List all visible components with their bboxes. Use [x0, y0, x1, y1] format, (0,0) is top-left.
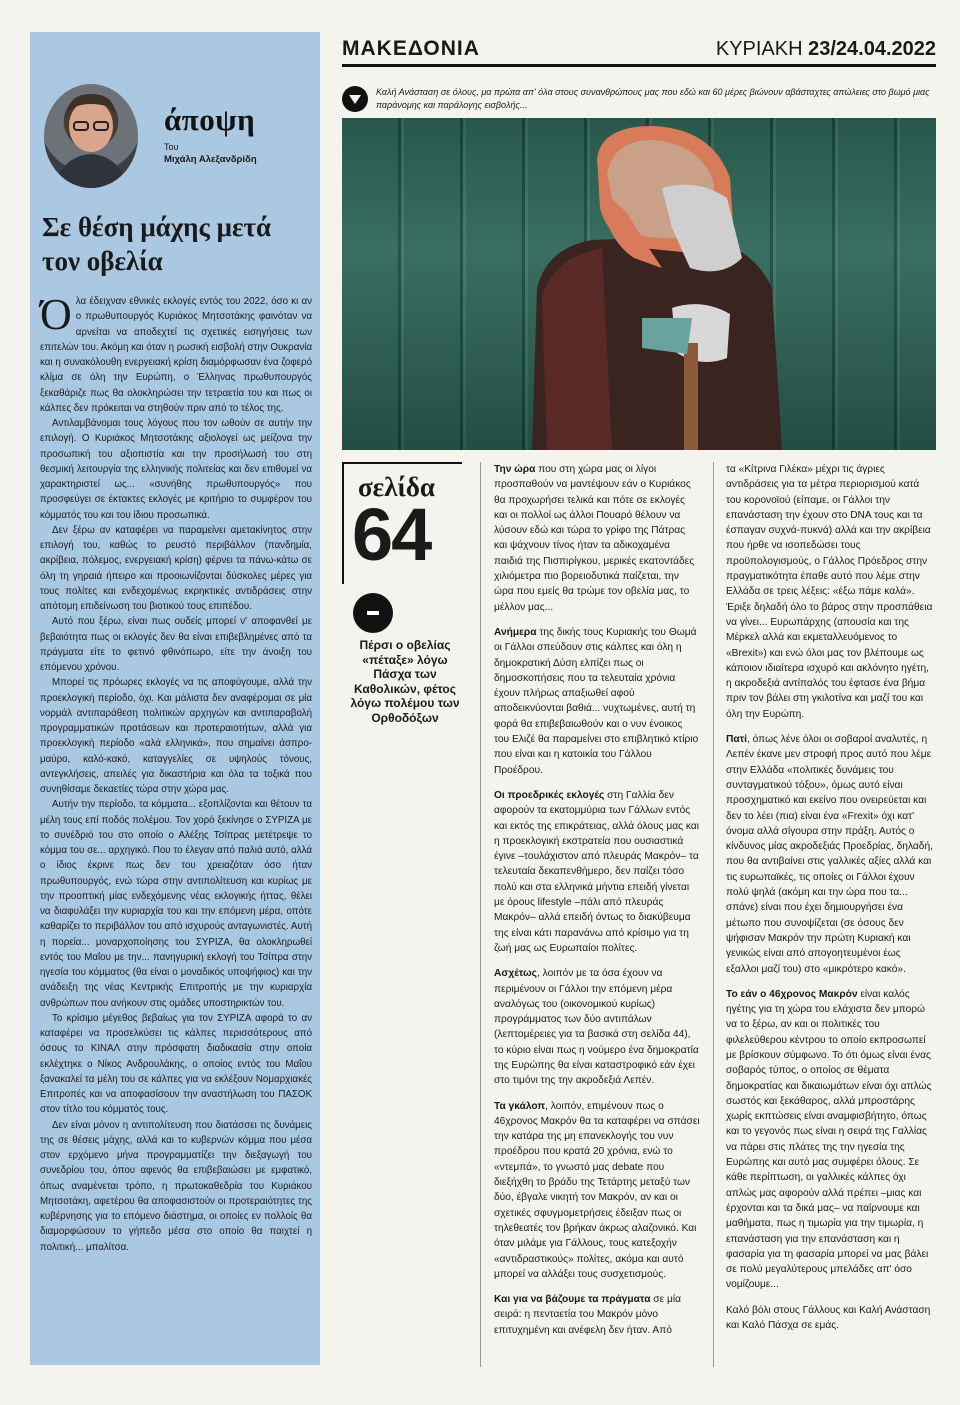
article-paragraph: Την ώρα που στη χώρα μας οι λίγοι προσπαθούν να μαντέψουν εάν ο Κυριάκος θα προχωρήσει τελικά και πότε σε εκλογές και οι πολλοί ως άλλοι Πουαρό θέλουν να λύσουν εδώ και τώρα το γρίφο της Πάτρας και ψάχνουν τίνος ήταν τα αδικοχαμένα παιδιά της Πισπιρίγκου, μερικές εκατοντάδες χιλιόμετρα πιο βορειοδυτικά παίζεται, την ώρα που εμείς θα τρώμε τον οβελία μας, το μέλλον μας...	[494, 464, 695, 613]
drop-cap: Ό	[40, 290, 72, 339]
opinion-paragraph: Όλα έδειχναν εθνικές εκλογές εντός του 2022, όσο κι αν ο πρωθυπουργός Κυριάκος Μητσοτάκης φαινόταν να αρνείται να αποδεχτεί τις σχετικές εισηγήσεις των επιτελών του. Ακόμη και όταν η ρωσική εισβολή στην Ουκρανία και η συνακόλουθη ενεργειακή κρίση διαμόρφωσαν ένα ζοφερό κλίμα σε όλη την Ευρώπη, ο Έλληνας πρωθυπουργός ξεκαθάριζε πως θα ολοκληρώσει την τετραετία του και πως οι κάλπες δεν πρόκειται να στηθούν πριν από το τέλος της.	[40, 290, 313, 414]
article-paragraph: Οι προεδρικές εκλογές στη Γαλλία δεν αφορούν τα εκατομμύρια των Γάλλων εντός και εκτός της επικράτειας, αλλά όλους μας και η προεκλογική εκστρατεία που ουσιαστικά έγινε –τουλάχιστον από πλευράς Μακρόν– τα τελευταία δεκαπενθήμερο, δεν παίζει τόσο πολύ και στα ελληνικά μήντια επειδή γίνεται με όρους lifestyle –πάλι από πλευράς Μακρόν– αλλά επειδή όντως το διακύβευμα της είναι κάτι παρανάνω από κρίσιμο για τη ζωή μας ως Ευρωπαίοι πολίτες.	[494, 789, 700, 954]
opinion-paragraph: Το κρίσιμο μέγεθος βεβαίως για τον ΣΥΡΙΖΑ αφορά το αν καταφέρει να προσελκύσει τις κάλπες περισσότερους από όσους το ΚΙΝΑΛ στην πρόσφατη διαδικασία στην οποία εκλέχτηκε ο Νίκος Ανδρουλάκης, ο οποίος εντός του Μαΐου ξανακαλεί τα μέλη του σε κάλπες για να εκλέξουν Νομαρχιακές Επιτροπές και να αποφασίσουν την αναστήλωση του ΠΑΣΟΚ στον τίτλο του κόμματός τους.	[40, 1012, 312, 1116]
article-paragraph: Και για να βάζουμε τα πράγματα σε μία σειρά: η πενταετία του Μακρόν μόνο επιτυχημένη και ανέφελη δεν ήταν. Από	[494, 1294, 681, 1336]
opinion-paragraph: Αυτό που ξέρω, είναι πως ουδείς μπορεί ν' αποφανθεί με βεβαιότητα πως οι εκλογές δεν θα είναι επιβεβλημένες από τα πράγματα είτε το φετινό φθινόπωρο, είτε την άνοιξη του επόμενου χρόνου.	[40, 616, 312, 673]
newspaper-masthead: ΜΑΚΕΔΟΝΙΑ	[342, 37, 480, 60]
opinion-paragraph: Αντιλαμβάνομαι τους λόγους που τον ωθούν σε αυτήν την επιλογή. Ο Κυριάκος Μητσοτάκης αξιολογεί ως μείζονα την προσωπική του αξιοπιστία και την προσήλωσή του στη θεσμική λειτουργία της ελληνικής πολιτείας και δεν επιθυμεί να χαρακτηριστεί ως... «συνήθης πρωθυπουργός» που προσφεύγει σε έκτακτες εκλογές με κριτήριο το συμφέρον του κόμματός του και του ίδιου προσωπικά.	[40, 418, 312, 521]
opinion-paragraph: Μπορεί τις πρόωρες εκλογές να τις αποφύγουμε, αλλά την προεκλογική περίοδο, όχι. Και μάλιστα δεν αναφέρομαι σε μία νορμάλ αντιπαράθεση πολιτικών αρχηγών και αντιπαραβολή προγραμματικών προτάσεων και προτεραιοτήτων, αλλά για προεκλογική περίοδο «αλά ελληνικά», που σημαίνει άσπρο-μαύρο, καλό-κακό, καταγγελίες σε υψηλούς τόνους, αντεγκλήσεις, απειλές για δικαστήρια και όλα τα τοξικά που συνηθίσαμε δεκαετίες τώρα στην χώρα μας.	[40, 677, 312, 795]
column-rule	[713, 462, 714, 1367]
opinion-headline: Σε θέση μάχης μετά τον οβελία	[42, 212, 272, 276]
photo-caption: Καλή Ανάσταση σε όλους, μα πρώτα απ' όλα στους συνανθρώπους μας που εδώ και 60 μέρες βιώνουν αβάσταχτες απώλειες στο βωμό μιας παράνομης και παράλογης εισβολής...	[376, 87, 930, 110]
opinion-paragraph: Δεν ξέρω αν καταφέρει να παραμείνει αμετακίνητος στην επιλογή του, καθώς το ρευστό περιβάλλον (πανδημία, ακρίβεια, πόλεμος, ενεργειακή κρίση) φέρνει τα πάνω-κάτω σε όλη τη γηραιά ήπειρο και προοιωνίζονται δύσκολες μέρες για τους πολίτες και ενδεχομένως εκρηκτικές αντιδράσεις στην απότομη επιδείνωση του βιοτικού τους επιπέδου.	[40, 524, 312, 612]
article-paragraph: Καλό βόλι στους Γάλλους και Καλή Ανάσταση και Καλό Πάσχα σε εμάς.	[726, 1304, 931, 1332]
minus-circle-icon	[353, 593, 393, 633]
down-triangle-icon	[342, 86, 368, 112]
author-portrait-icon	[44, 84, 138, 188]
opinion-paragraph: Δεν είναι μόνον η αντιπολίτευση που διατάσσει τις δυνάμεις της σε θέσεις μάχης, αλλά και το κυβερνών κόμμα που μέσα στον ερχόμενο μήνα προγραμματίζει την διεξαγωγή του συνεδρίου του, όπου αφενός θα επιβεβαιώσει με εμφατικό, όπως αναμένεται τρόπο, η πρωτοκαθεδρία του Κυριάκου Μητσοτάκη, αφετέρου θα αποφασιστούν οι προτεραιότητες της κυβέρνησης για το επόμενο διάστημα, οι οποίες εν πολλοίς θα διαμορφώσουν το γήπεδο μέσα στο οποίο θα παιχτεί η πολιτική... μπαλίτσα.	[40, 1119, 312, 1253]
article-paragraph: Το εάν ο 46χρονος Μακρόν είναι καλός ηγέτης για τη χώρα του ελάχιστα δεν μπορώ να το ξέρω, αν και οι πολιτικές του φιλελεύθερου κέντρου το οποίο εκπροσωπεί με βρίσκουν σύμφωνο. Το ότι όμως είναι ένας σοβαρός τύπος, ο οποίος σε θέματα δημοκρατίας και δικαιωμάτων είναι όχι απλώς σωστός και ξεκάθαρος, αλλά μπροστάρης χωρίς εκπτώσεις είναι αναμφισβήτητο, όπως και το γεγονός πως είναι η σειρά της Γαλλίας να πάρει στις πλάτες της την ηγεσία της Ευρώπης και αυτό μας συμφέρει όλους. Σε κάθε περίπτωση, οι γαλλικές κάλπες όχι απλώς μας αφορούν αλλά πρέπει –μιας και έρχονται και τα δικά μας– να παίρνουμε και μαθήματα, πως η τιμωρία για την τιμωρία, η επανάσταση για την επανάσταση και η φασαρία για τη φασαρία μπορεί να μας βάλει σε πολύ μεγαλύτερους μπελάδες απ' όσο νομίζουμε...	[726, 988, 932, 1291]
page-number: 64	[352, 493, 431, 576]
article-column-right	[726, 462, 934, 1343]
day-label: ΚΥΡΙΑΚΗ	[715, 38, 803, 60]
article-paragraph: Τα γκάλοπ, λοιπόν, επιμένουν πως ο 46χρονος Μακρόν θα τα καταφέρει να σπάσει την κατάρα της μη επανεκλογής του νυν προέδρου που κρατά 20 χρόνια, ενώ το «ντεμπά», το γνωστό μας debate που διεξήχθη το βράδυ της Τετάρτης μεταξύ των δύο, έβγαλε νικητή τον Μακρόν, αν και οι σχετικές σφυγμομετρήσεις έδειξαν πως οι τηλεθεατές τον βρήκαν άκρως αλαζονικό. Και όταν μιλάμε για Γάλλους, τους κατεξοχήν «αντιδραστικούς» πολίτες, ακόμα και αυτό μπορεί να αλλάξει τους συσχετισμούς.	[494, 1100, 700, 1280]
author-name: Μιχάλη Αλεξανδρίδη	[164, 154, 257, 165]
opinion-column	[30, 32, 320, 1365]
header-rule	[342, 64, 936, 67]
sidebar-teaser: Πέρσι ο οβελίας «πέταξε» λόγω Πάσχα των Καθολικών, φέτος λόγω πολέμου των Ορθοδόξων	[350, 638, 460, 725]
article-paragraph: Ασχέτως, λοιπόν με τα όσα έχουν να περιμένουν οι Γάλλοι την επόμενη μέρα αναλόγως του (οικονομικού κυρίως) προγράμματος των δύο αντιπάλων (λεπτομέρειες για τα βασικά στη σελίδα 44), το κύριο είναι πως η νούμερο ένα δημοκρατία της Ευρώπης θα είναι καταστροφικό εάν έχει στο τιμόνι της την ακροδεξιά Λεπέν.	[494, 968, 699, 1087]
article-paragraph: Ανήμερα της δικής τους Κυριακής του Θωμά οι Γάλλοι σπεύδουν στις κάλπες και όλη η δημοκρατική Δύση ελπίζει πως οι δημοσκοπήσεις που τα τελευταία χρόνια έχουν πλήρως απαξιωθεί αφού αποδεικνύονται βαθιά... νυχτωμένες, αυτή τη φορά θα επιβεβαιωθούν και ο νυν ένοικος του Ελιζέ θα παραμείνει στο επιβλητικό κτίριο που είναι και η κατοικία του Γάλλου Προέδρου.	[494, 626, 699, 776]
dateline	[716, 38, 936, 61]
issue-date: 23/24.04.2022	[808, 38, 936, 60]
article-column-middle	[494, 462, 700, 1348]
opinion-paragraph: Αυτήν την περίοδο, τα κόμματα... εξοπλίζονται και θέτουν τα μέλη τους επί ποδός πολέμου. Τον χορό ξεκίνησε ο ΣΥΡΙΖΑ με το συνέδριό του στο οποίο ο Αλέξης Τσίπρας μετέτρεψε το κόμμα του σε... αρχηγικό. Που το έλεγαν από παλιά αυτό, αλλά ο ίδιος έκρινε πως δεν του χρειαζόταν όσο ήταν πρωθυπουργός, ενώ τώρα στην αντιπολίτευση και κυρίως με την προοπτική μίας ενδεχόμενης νέας εκλογικής ήττας, θέλει να διαφυλάξει την κυριαρχία του και την επόμενη μέρα, οπότε καθαρίζει το περιβάλλον του από ισχυρούς ανταγωνιστές. Αυτή η πορεία... μοναρχοποίησης του ΣΥΡΙΖΑ, θα ολοκληρωθεί εντός του Μαΐου με την... πανηγυρική εκλογή του Τσίπρα στην ηγεσία του κόμματος (θα είναι ο μοναδικός υποψήφιος) και την ανάδειξη της νέας Κεντρικής Επιτροπής με την κυριαρχία ανθρώπων που ανήκουν στις ομάδες υποστηρικτών του.	[40, 799, 312, 1009]
author-photo	[44, 84, 138, 188]
article-paragraph: Πατί, όπως λένε όλοι οι σοβαροί αναλυτές, η Λεπέν έκανε μεν στροφή προς αυτό που λέμε στην Ελλάδα «πολιτικές δυνάμεις του συνταγματικού τόξου», όμως αυτό είναι προσχηματικό και εκείνο που ονειρεύεται και δεν το λέει (πια) είναι ένα «Frexit» όχι κατ' όνομα αλλά σίγουρα στην πράξη. Αυτός ο κίνδυνος μίας ακροδεξιάς Προεδρίας, δηλαδή, που θα αντιβαίνει στις γαλλικές αξίες αλλά και τις ευρωπαϊκές, τις οποίες οι Γάλλοι έχουν πολύ ψηλά (ακόμη και την ώρα που τα... σπάνε) είναι που έχει δημιουργήσει ένα μέτωπο που συνοψίζεται (σε όσους δεν ψήφισαν Μακρόν την πρώτη Κυριακή και γενικώς είναι από απογοητευμένοι έως εξαλλοι μαζί του) στο «μικρότερο κακό».	[726, 734, 933, 975]
column-rule	[480, 462, 481, 1367]
page-word: σελίδα	[358, 472, 435, 502]
opinion-body	[40, 290, 313, 1255]
article-paragraph: τα «Κίτρινα Γιλέκα» μέχρι τις άγριες αντιδράσεις για τα μέτρα περιορισμού κατά του κορονοϊού (είπαμε, οι Γάλλοι την επανάσταση την έχουν στο DNA τους και τα έσπαγαν συχνά-πυκνά) αλλά και την ακρίβεια που ήρθε να ισοπεδώσει τους προϋπολογισμούς, ο Γάλλος Πρόεδρος στην πραγματικότητα έπαθε αυτό που λέμε στην Ελλάδα σε τρεις λέξεις: «έξω πάμε καλά». Έριξε δηλαδή όλο το βάρος στην προσπάθεια να γίνει... Ευρωπάρχης (απουσία και της Μέρκελ αλλά και εκμεταλλευόμενος το «Brexit») και ενώ όλοι μας τον βλέπουμε ως κάποιον ιδιαίτερα ισχυρό και ακλόνητο ηγέτη, η ακροδεξιά αντίπαλός του έφτασε ένα βήμα πριν τον βάλει στη γκιλοτίνα και μαζί του και όλη την Ευρώπη.	[726, 464, 933, 720]
byline-prefix: Του	[164, 142, 179, 152]
elderly-woman-photo-icon	[342, 118, 936, 450]
lead-photo	[342, 118, 936, 450]
opinion-label: άποψη	[164, 102, 256, 137]
